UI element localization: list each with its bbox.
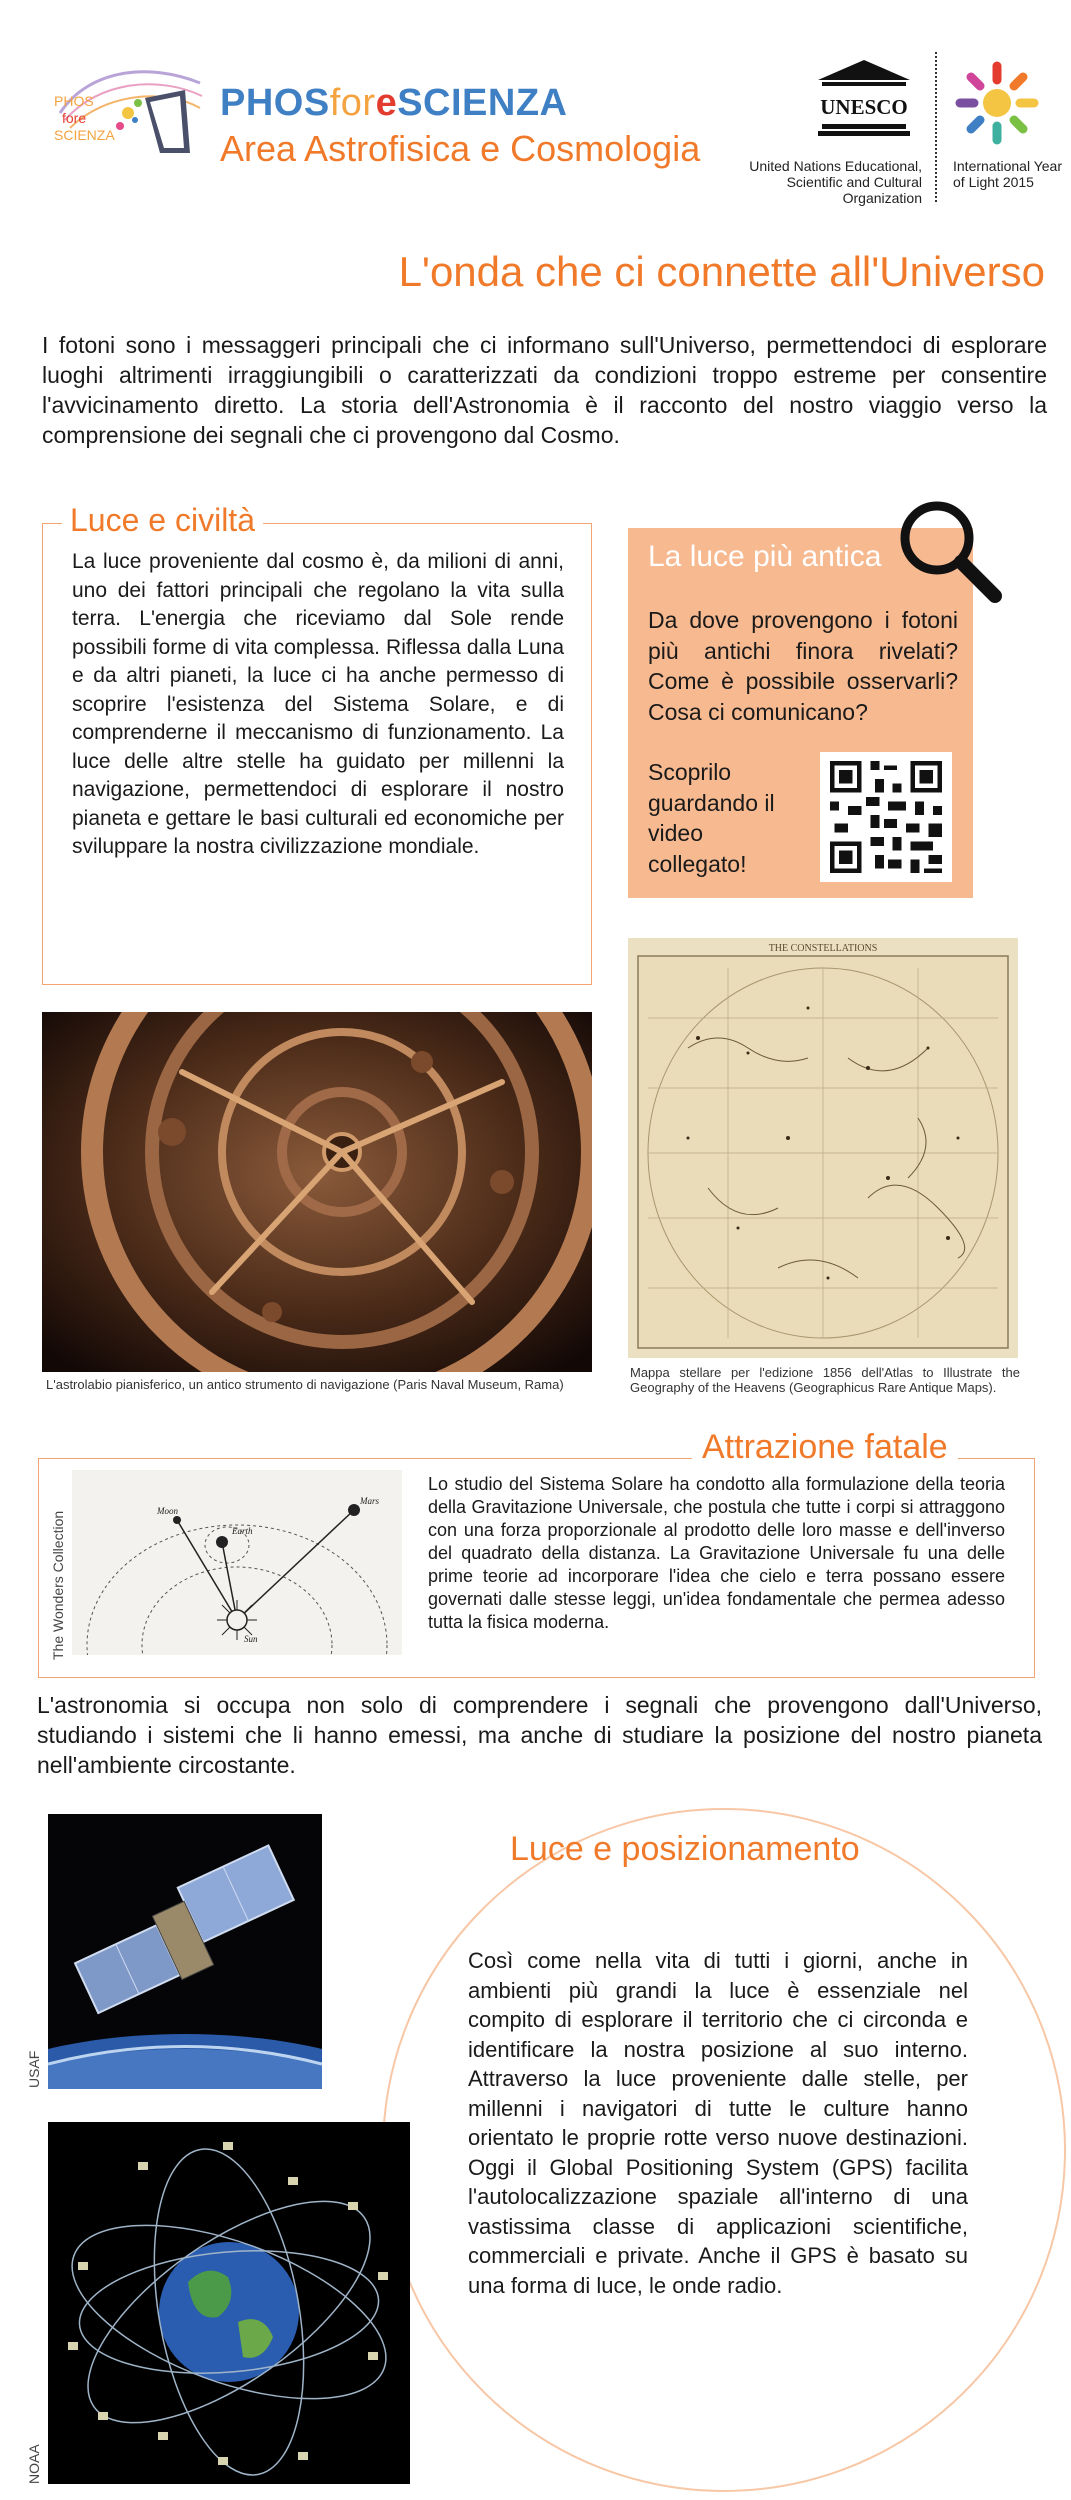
- astronomy-paragraph: L'astronomia si occupa non solo di comprendere i segnali che provengono dall'Universo, studiando i sistemi che li hanno emessi, ma anche di studiare la posizione del nostro pianeta nell'ambiente circostante.: [37, 1692, 1042, 1778]
- antica-cta: Scoprilo guardando il video collegato!: [648, 759, 775, 877]
- phos-logo: [50, 58, 210, 158]
- svg-text:Mars: Mars: [360, 1496, 380, 1506]
- posizionamento-text: Così come nella vita di tutti i giorni, anche in ambienti più grandi la luce è essenziale nel compito di esplorare il territorio che ci circonda e identificare la nostra posizione al suo interno. Attraverso la luce proveniente dalle stelle, per millenni i navigatori di tutte le culture hanno orientato le proprie rotte verso nuove destinazioni. Oggi il Global Positioning System (GPS) facilita l'autolocalizzazione spaziale all'interno di una vastissima classe di applicazioni scientifiche, commerciali e private. Anche il GPS è basato su una forma di luce, le onde radio.: [468, 1948, 968, 2298]
- svg-text:Earth: Earth: [232, 1526, 253, 1536]
- noaa-credit: NOAA: [26, 2444, 42, 2484]
- svg-text:UNESCO: UNESCO: [820, 95, 908, 119]
- astrolabe-photo: [42, 1012, 592, 1372]
- page-title: L'onda che ci connette all'Universo: [398, 248, 1045, 295]
- unesco-temple-icon: [814, 58, 914, 138]
- attrazione-title: Attrazione fatale: [692, 1428, 958, 1467]
- civilta-text: La luce proveniente dal cosmo è, da milioni di anni, uno dei fattori principali che regolano la vita sulla terra. L'energia che riceviamo dal Sole rende possibili forme di vita complessa. Riflessa dalla Luna e da altri pianeti, la luce ci ha anche permesso di scoprire l'esistenza del Sistema Solare, e di comprenderne il meccanismo di funzionamento. La luce delle altre stelle ha guidato per millenni la navigazione, permettendoci di esplorare il nostro pianeta e gettare le basi culturali ed economiche per sviluppare la nostra civilizzazione mondiale.: [72, 550, 564, 858]
- attrazione-text: Lo studio del Sistema Solare ha condotto alla formulazione della teoria della Gravitazione Universale, che postula che tutte i corpi si attraggono con una forza proporzionale al prodotto delle loro masse e dell'inverso del quadrato della distanza. La Gravitazione Universale fu una delle prime teorie ad incorporare l'idea che cielo e terra possano essere governati dalle stesse leggi, un'idea fondamentale che permea adesso tutta la fisica moderna.: [428, 1474, 1005, 1632]
- svg-text:Moon: Moon: [157, 1506, 178, 1516]
- star-map-caption: Mappa stellare per l'edizione 1856 dell'Atlas to Illustrate the Geography of the Heavens (Geographicus Rare Antique Maps).: [630, 1365, 1020, 1395]
- wonders-credit: The Wonders Collection: [50, 1510, 66, 1660]
- civilta-title: Luce e civiltà: [62, 502, 263, 539]
- antica-title: La luce più antica: [648, 540, 882, 573]
- svg-text:Sun: Sun: [244, 1634, 258, 1644]
- intro-paragraph: I fotoni sono i messaggeri principali che ci informano sull'Universo, permettendoci di esplorare luoghi altrimenti irraggiungibili o caratterizzati da condizioni troppo estreme per consentire l'avvicinamento diretto. La storia dell'Astronomia è il racconto del nostro viaggio verso la comprensione dei segnali che ci provengono dal Cosmo.: [42, 332, 1047, 448]
- iyl-label: International Year of Light 2015: [953, 158, 1062, 190]
- qr-code[interactable]: [820, 752, 952, 882]
- antica-text: Da dove provengono i fotoni più antichi finora rivelati? Come è possibile osservarli? Cosa ci comunicano?: [648, 607, 958, 725]
- area-subtitle: Area Astrofisica e Cosmologia: [220, 128, 701, 169]
- svg-text:PHOS: PHOS: [54, 93, 94, 109]
- orbit-diagram-image: [72, 1470, 402, 1655]
- posizionamento-title: Luce e posizionamento: [510, 1830, 860, 1868]
- gps-constellation-image: [48, 2122, 410, 2484]
- svg-text:SCIENZA: SCIENZA: [54, 127, 115, 143]
- usaf-credit: USAF: [26, 2050, 42, 2088]
- iyl-sun-icon: [952, 58, 1042, 148]
- magnifier-icon: [893, 496, 1003, 604]
- star-map-image: [628, 938, 1018, 1358]
- header-divider: [935, 52, 937, 202]
- svg-text:fore: fore: [62, 110, 87, 126]
- brand-name: PHOSforeSCIENZA: [220, 82, 568, 124]
- gps-satellite-photo: [48, 1814, 322, 2089]
- unesco-org-name: United Nations Educational, Scientific and Cultural Organization: [749, 158, 922, 206]
- svg-text:THE CONSTELLATIONS: THE CONSTELLATIONS: [768, 943, 878, 954]
- astrolabe-caption: L'astrolabio pianisferico, un antico strumento di navigazione (Paris Naval Museum, Rama): [46, 1377, 564, 1392]
